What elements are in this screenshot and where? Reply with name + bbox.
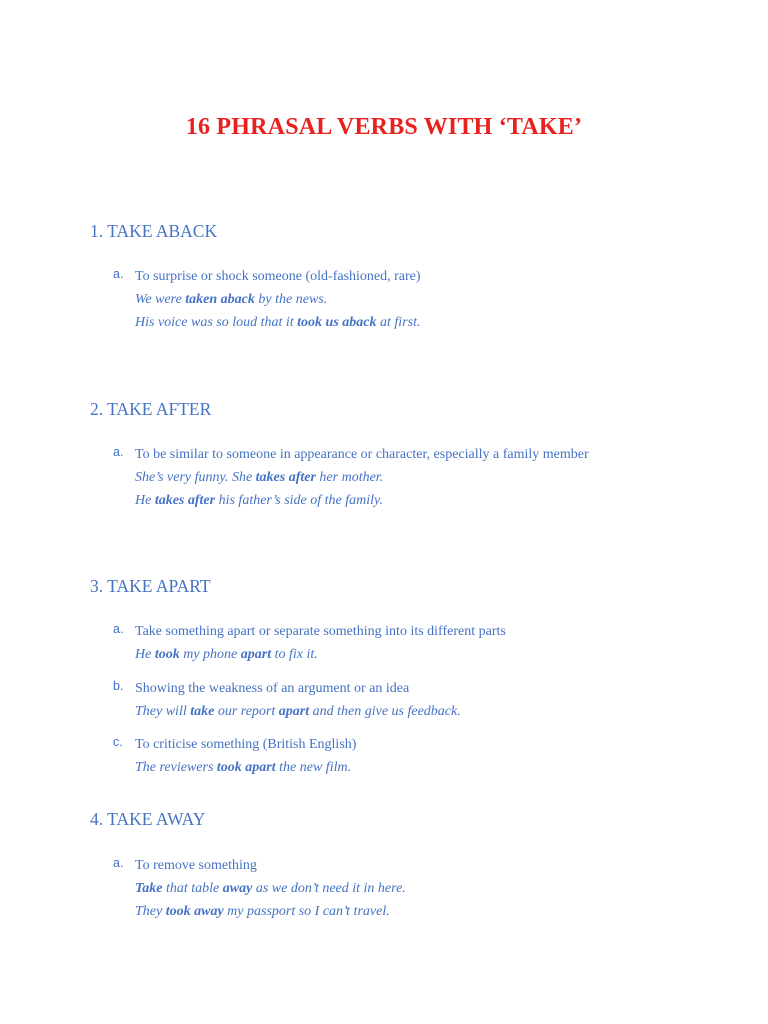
list-marker: c. <box>113 735 123 749</box>
example-sentence <box>135 700 461 723</box>
example-text: She’s very funny. She <box>135 470 256 485</box>
example-text: my passport so I can’t travel. <box>223 904 390 919</box>
list-marker: a. <box>113 267 124 281</box>
example-text: He <box>135 493 155 508</box>
example-sentence <box>135 311 421 334</box>
list-marker: b. <box>113 679 124 693</box>
phrasal-verb-highlight: apart <box>240 647 272 662</box>
example-sentence <box>135 466 589 489</box>
phrasal-verb-highlight: took us aback <box>297 315 377 330</box>
example-text: They <box>135 904 166 919</box>
phrasal-verb-highlight: apart <box>278 704 310 719</box>
example-text: my phone <box>179 647 241 662</box>
definition-text: Showing the weakness of an argument or an idea <box>135 681 410 696</box>
definition-text: To be similar to someone in appearance or character, especially a family member <box>135 447 589 462</box>
section-heading: 3. TAKE APART <box>90 576 211 596</box>
phrasal-verb-highlight: take <box>190 704 215 719</box>
phrasal-verb-highlight: takes after <box>255 470 316 485</box>
example-sentence <box>135 643 506 666</box>
definition-text: Take something apart or separate something into its different parts <box>135 624 506 639</box>
list-marker: a. <box>113 856 124 870</box>
example-sentence <box>135 756 356 779</box>
example-text: that table <box>162 881 223 896</box>
phrasal-verb-highlight: taken aback <box>185 292 255 307</box>
definition-text: To surprise or shock someone (old-fashioned, rare) <box>135 269 421 284</box>
section-heading: 4. TAKE AWAY <box>90 809 206 829</box>
phrasal-verb-highlight: took away <box>165 904 224 919</box>
example-text: His voice was so loud that it <box>135 315 298 330</box>
example-text: the new film. <box>275 760 352 775</box>
section-heading: 1. TAKE ABACK <box>90 221 218 241</box>
example-text: his father’s side of the family. <box>215 493 383 508</box>
example-text: to fix it. <box>271 647 318 662</box>
definition-text: To criticise something (British English) <box>135 737 357 752</box>
example-text: at first. <box>376 315 421 330</box>
example-text: He <box>135 647 155 662</box>
phrasal-verb-highlight: took <box>154 647 180 662</box>
example-text: her mother. <box>315 470 384 485</box>
example-sentence <box>135 288 421 311</box>
example-text: and then give us feedback. <box>309 704 461 719</box>
list-marker: a. <box>113 445 124 459</box>
list-marker: a. <box>113 622 124 636</box>
page-title: 16 PHRASAL VERBS WITH ‘TAKE’ <box>185 114 583 140</box>
example-text: We were <box>135 292 186 307</box>
phrasal-verb-highlight: Take <box>135 881 163 896</box>
example-sentence <box>135 877 406 900</box>
example-text: The reviewers <box>135 760 217 775</box>
section-heading: 2. TAKE AFTER <box>90 399 212 419</box>
example-text: as we don’t need it in here. <box>252 881 406 896</box>
example-text: by the news. <box>254 292 328 307</box>
phrasal-verb-highlight: took apart <box>216 760 276 775</box>
definition-text: To remove something <box>135 858 257 873</box>
example-text: They will <box>135 704 191 719</box>
example-text: our report <box>214 704 279 719</box>
phrasal-verb-highlight: takes after <box>154 493 216 508</box>
example-sentence <box>135 489 589 512</box>
example-sentence <box>135 900 406 923</box>
phrasal-verb-highlight: away <box>222 881 253 896</box>
